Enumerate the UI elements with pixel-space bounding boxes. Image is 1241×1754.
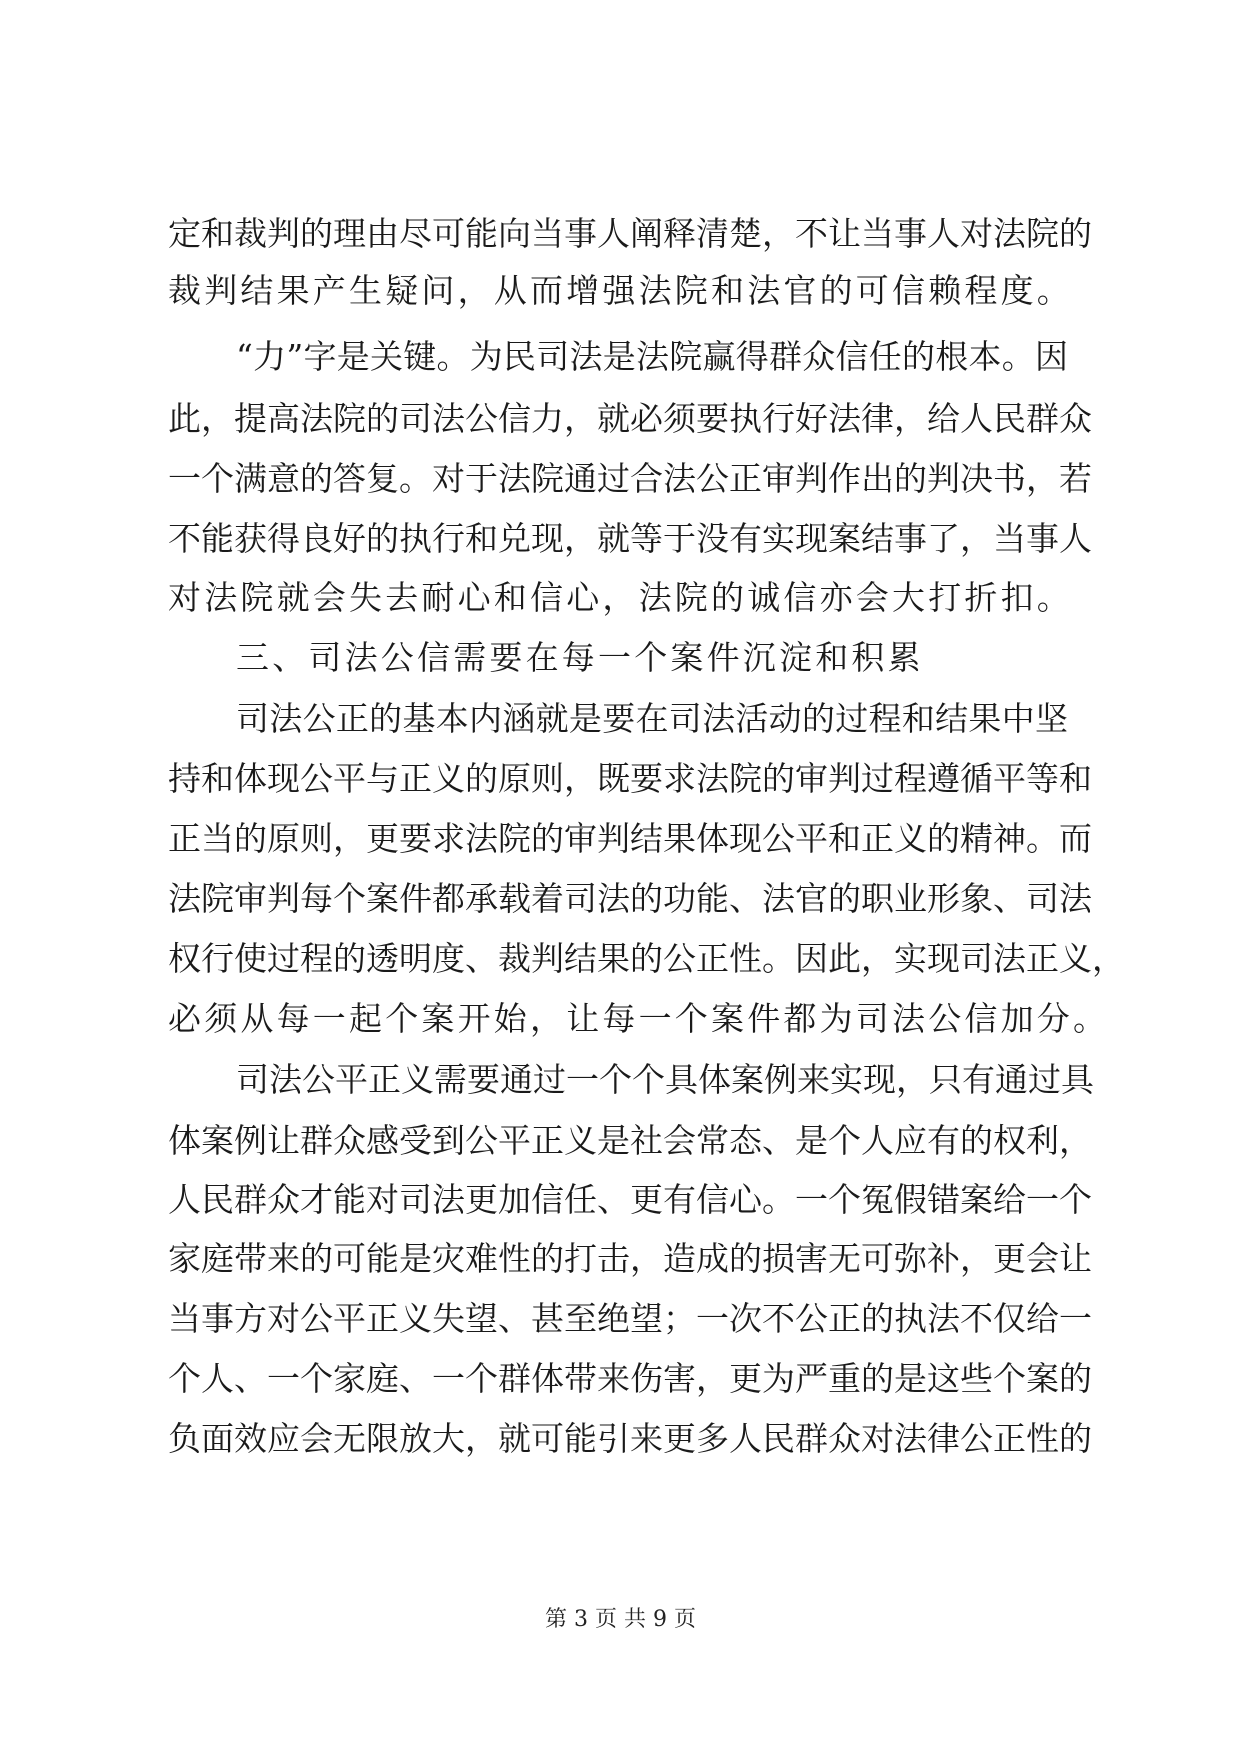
body-text-line: 必须从每一起个案开始，让每一个案件都为司法公信加分。	[168, 999, 1110, 1038]
page-number-footer: 第 3 页 共 9 页	[545, 1607, 696, 1632]
body-text-line: 定和裁判的理由尽可能向当事人阐释清楚，不让当事人对法院的	[168, 214, 1092, 253]
body-text-line: 法院审判每个案件都承载着司法的功能、法官的职业形象、司法	[168, 879, 1092, 918]
paragraph-first-line: 司法公平正义需要通过一个个具体案例来实现，只有通过具	[236, 1060, 1094, 1099]
body-text-line: 正当的原则，更要求法院的审判结果体现公平和正义的精神。而	[168, 819, 1092, 858]
body-text-line: 家庭带来的可能是灾难性的打击，造成的损害无可弥补，更会让	[168, 1239, 1092, 1278]
paragraph-first-line: “力”字是关键。为民司法是法院赢得群众信任的根本。因	[236, 337, 1068, 376]
paragraph-first-line: 司法公正的基本内涵就是要在司法活动的过程和结果中坚	[236, 699, 1068, 738]
body-text-line: 一个满意的答复。对于法院通过合法公正审判作出的判决书，若	[168, 459, 1092, 498]
body-text-line: 负面效应会无限放大，就可能引来更多人民群众对法律公正性的	[168, 1419, 1092, 1458]
body-text-line: 个人、一个家庭、一个群体带来伤害，更为严重的是这些个案的	[168, 1359, 1092, 1398]
body-text-line: 对法院就会失去耐心和信心，法院的诚信亦会大打折扣。	[168, 578, 1073, 617]
body-text-line: 持和体现公平与正义的原则，既要求法院的审判过程遵循平等和	[168, 759, 1092, 798]
body-text-line: 此，提高法院的司法公信力，就必须要执行好法律，给人民群众	[168, 399, 1092, 438]
body-text-line: 权行使过程的透明度、裁判结果的公正性。因此，实现司法正义，	[168, 939, 1125, 978]
body-text-line: 不能获得良好的执行和兑现，就等于没有实现案结事了，当事人	[168, 519, 1092, 558]
body-text-line: 当事方对公平正义失望、甚至绝望；一次不公正的执法不仅给一	[168, 1299, 1092, 1338]
section-heading: 三、司法公信需要在每一个案件沉淀和积累	[236, 638, 924, 677]
body-text-line: 人民群众才能对司法更加信任、更有信心。一个冤假错案给一个	[168, 1180, 1092, 1219]
body-text-line: 裁判结果产生疑问，从而增强法院和法官的可信赖程度。	[168, 271, 1073, 310]
body-text-line: 体案例让群众感受到公平正义是社会常态、是个人应有的权利，	[168, 1121, 1092, 1160]
